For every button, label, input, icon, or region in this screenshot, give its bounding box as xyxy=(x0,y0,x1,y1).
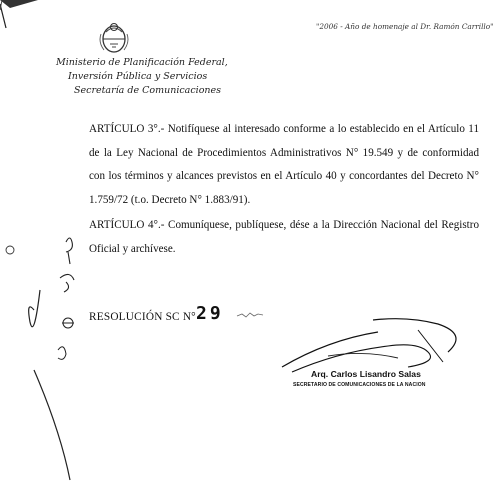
article-3: ARTÍCULO 3°.- Notifíquese al interesado conforme a lo establecido en el Artículo 11 de la Ley Nacional de Procedimientos Administrativos N° 19.549 y de conformidad con los términos y alcances previstos en el Artículo 40 y concordantes del Decreto N° 1.759/72 (t.o. Decreto N° 1.883/91). xyxy=(89,123,479,206)
ministry-line-2: Inversión Pública y Servicios xyxy=(68,71,208,82)
ministry-line-3: Secretaría de Comunicaciones xyxy=(74,85,222,96)
resolution-label: RESOLUCIÓN SC N° xyxy=(89,311,196,323)
resolution-number: 29 xyxy=(196,303,224,324)
article-4: ARTÍCULO 4°.- Comuníquese, publíquese, dése a la Dirección Nacional del Registro Oficial y archívese. xyxy=(89,219,479,255)
document-body xyxy=(89,118,479,262)
margin-handwriting xyxy=(0,230,120,493)
signer-name: Arq. Carlos Lisandro Salas xyxy=(311,369,421,379)
signer-title: SECRETARIO DE COMUNICACIONES DE LA NACION xyxy=(293,382,426,388)
scan-corner-mark xyxy=(0,0,40,30)
stamp-mark xyxy=(236,311,264,321)
ministry-line-1: Ministerio de Planificación Federal, xyxy=(56,57,228,68)
year-motto: "2006 - Año de homenaje al Dr. Ramón Carrillo" xyxy=(316,22,494,31)
ministry-header xyxy=(56,56,256,98)
national-seal-icon xyxy=(94,18,134,58)
